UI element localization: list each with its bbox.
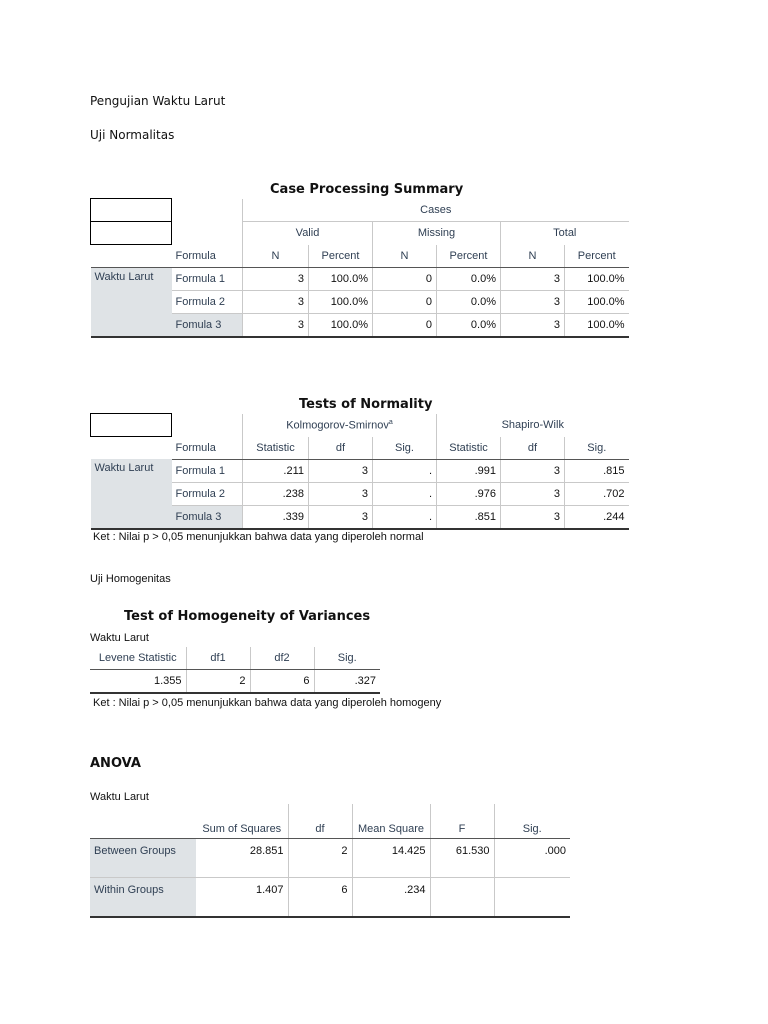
cell: 1.407 <box>196 878 288 918</box>
row-label: Formula 2 <box>172 482 243 505</box>
table-row <box>90 670 380 694</box>
cell: 3 <box>501 291 565 314</box>
formula-header: Formula <box>172 245 243 268</box>
cell: 28.851 <box>196 839 288 878</box>
cell: .211 <box>243 459 309 482</box>
valid-header: Valid <box>243 222 373 245</box>
row-group-label: Waktu Larut <box>91 268 172 338</box>
col-header: Statistic <box>437 437 501 460</box>
cell: .238 <box>243 482 309 505</box>
col-header: df2 <box>250 647 314 670</box>
section-heading-homogenitas: Uji Homogenitas <box>90 573 171 585</box>
cell: 0.0% <box>437 291 501 314</box>
cell: .234 <box>352 878 430 918</box>
cell: 2 <box>288 839 352 878</box>
row-label: Within Groups <box>90 878 196 918</box>
col-header: N <box>373 245 437 268</box>
table-row <box>91 291 629 314</box>
col-header: Sig. <box>314 647 380 670</box>
cell: 3 <box>501 268 565 291</box>
cases-header: Cases <box>243 199 629 222</box>
cell: 3 <box>501 482 565 505</box>
col-header: Sig. <box>494 820 570 839</box>
cell: 3 <box>309 482 373 505</box>
ks-footnote-marker: a <box>388 418 393 426</box>
cell: 0 <box>373 291 437 314</box>
cell: .976 <box>437 482 501 505</box>
row-label: Formula 1 <box>172 268 243 291</box>
cell: .991 <box>437 459 501 482</box>
page-heading: Pengujian Waktu Larut <box>90 94 226 108</box>
row-label: Fomula 3 <box>172 314 243 338</box>
formula-header: Formula <box>172 437 243 460</box>
normality-table <box>90 413 629 530</box>
row-label: Formula 1 <box>172 459 243 482</box>
table-row <box>91 268 629 291</box>
cell: .851 <box>437 505 501 529</box>
row-label: Formula 2 <box>172 291 243 314</box>
cell: 100.0% <box>309 314 373 338</box>
homogeneity-title: Test of Homogeneity of Variances <box>124 609 371 624</box>
cell: 100.0% <box>565 314 629 338</box>
col-header: Statistic <box>243 437 309 460</box>
cell: 6 <box>288 878 352 918</box>
cell: . <box>373 505 437 529</box>
total-header: Total <box>501 222 629 245</box>
cell: .815 <box>565 459 629 482</box>
cell: .000 <box>494 839 570 878</box>
normality-note: Ket : Nilai p > 0,05 menunjukkan bahwa data yang diperoleh normal <box>93 531 424 543</box>
homogeneity-table <box>90 647 380 694</box>
ks-header <box>243 414 437 437</box>
normality-title: Tests of Normality <box>299 397 433 412</box>
cell: 1.355 <box>153 675 182 687</box>
cell: 3 <box>309 505 373 529</box>
cell: 3 <box>501 459 565 482</box>
col-header: df <box>309 437 373 460</box>
table-row <box>90 878 570 918</box>
anova-variable: Waktu Larut <box>90 791 149 803</box>
cell: .327 <box>314 670 380 694</box>
cell: 3 <box>243 314 309 338</box>
cell: 100.0% <box>309 291 373 314</box>
table-row <box>91 505 629 529</box>
cell <box>430 878 494 918</box>
anova-table <box>90 804 570 918</box>
table-row <box>91 459 629 482</box>
anova-title: ANOVA <box>90 756 141 771</box>
col-header: df <box>501 437 565 460</box>
col-header: Sig. <box>373 437 437 460</box>
homogeneity-note: Ket : Nilai p > 0,05 menunjukkan bahwa data yang diperoleh homogeny <box>93 697 442 709</box>
cell: 14.425 <box>352 839 430 878</box>
col-header: Levene Statistic <box>90 647 186 670</box>
col-header: N <box>243 245 309 268</box>
col-header: F <box>430 820 494 839</box>
cell: 0 <box>373 314 437 338</box>
row-label: Fomula 3 <box>172 505 243 529</box>
cell: .244 <box>565 505 629 529</box>
case-summary-title: Case Processing Summary <box>270 182 464 197</box>
col-header: Sig. <box>565 437 629 460</box>
ks-label: Kolmogorov-Smirnov <box>286 419 389 432</box>
cell: 100.0% <box>565 291 629 314</box>
col-header: Sum of Squares <box>196 820 288 839</box>
homogeneity-variable: Waktu Larut <box>90 632 149 644</box>
cell: 0.0% <box>437 268 501 291</box>
missing-header: Missing <box>373 222 501 245</box>
col-header: Mean Square <box>352 820 430 839</box>
cell: . <box>373 459 437 482</box>
cell: 3 <box>501 505 565 529</box>
cell: 0 <box>373 268 437 291</box>
cell: 6 <box>250 670 314 694</box>
cell: 2 <box>186 670 250 694</box>
col-header: N <box>501 245 565 268</box>
cell: .339 <box>243 505 309 529</box>
cell: 3 <box>243 268 309 291</box>
cell <box>494 878 570 918</box>
cell: 100.0% <box>309 268 373 291</box>
cell: 3 <box>309 459 373 482</box>
section-heading-normalitas: Uji Normalitas <box>90 128 175 142</box>
table-row <box>91 314 629 338</box>
cell: .702 <box>565 482 629 505</box>
row-group-label: Waktu Larut <box>91 459 172 529</box>
col-header: df1 <box>186 647 250 670</box>
col-header: Percent <box>437 245 501 268</box>
col-header: Percent <box>309 245 373 268</box>
cell: . <box>373 482 437 505</box>
cell: 100.0% <box>565 268 629 291</box>
row-label: Between Groups <box>90 839 196 878</box>
table-row <box>91 482 629 505</box>
sw-header: Shapiro-Wilk <box>437 414 629 437</box>
case-summary-table <box>90 198 629 338</box>
table-row <box>90 839 570 878</box>
cell: 0.0% <box>437 314 501 338</box>
cell: 3 <box>501 314 565 338</box>
cell: 61.530 <box>430 839 494 878</box>
col-header: df <box>288 820 352 839</box>
cell: 3 <box>243 291 309 314</box>
col-header: Percent <box>565 245 629 268</box>
